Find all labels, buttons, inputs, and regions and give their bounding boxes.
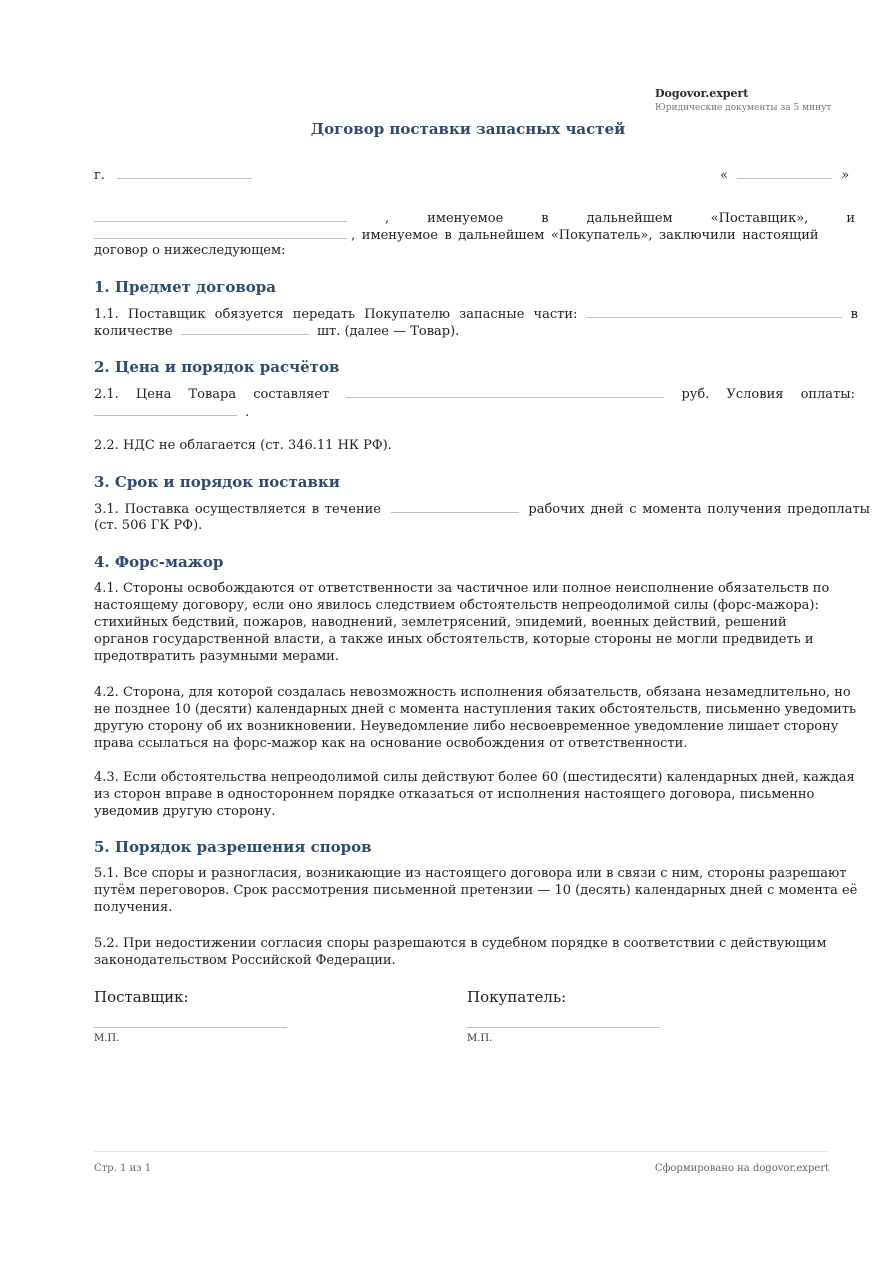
clause-word: запасные (459, 307, 525, 322)
clause-line: 4.2. Сторона, для которой создалась невозможность исполнения обязательств, обязана незамедлительно, но (94, 685, 851, 700)
date-line (720, 166, 849, 184)
clause-line: другую сторону об их возникновении. Неуведомление либо несвоевременное уведомление лишает сторону (94, 719, 839, 734)
buyer-signature-label: Покупатель: (467, 988, 567, 1006)
payment-terms-blank[interactable] (94, 403, 237, 416)
page-number: Стр. 1 из 1 (94, 1163, 152, 1174)
brand-name: Dogovor.expert (655, 87, 749, 100)
clause-1-1-line-2 (94, 322, 459, 340)
clause-text: . (245, 405, 250, 420)
date-quote-close: » (841, 168, 850, 183)
clause-text: количестве (94, 324, 173, 339)
clause-text: рабочих дней с момента получения предоплаты (528, 502, 870, 517)
section-1-heading: 1. Предмет договора (94, 278, 276, 296)
clause-line: законодательством Российской Федерации. (94, 953, 396, 968)
clause-4-1 (94, 580, 870, 665)
clause-line: 5.2. При недостижении согласия споры разрешаются в судебном порядке в соответствии с действующим (94, 936, 827, 951)
clause-line: 5.1. Все споры и разногласия, возникающие из настоящего договора или в связи с ним, стороны разрешают (94, 866, 847, 881)
clause-2-2: 2.2. НДС не облагается (ст. 346.11 НК РФ). (94, 438, 392, 453)
delivery-days-blank[interactable] (391, 500, 519, 513)
brand-block (655, 88, 831, 113)
clause-1-1-line-1 (94, 305, 858, 323)
clause-line: не позднее 10 (десяти) календарных дней с момента наступления таких обстоятельств, письменно уведомить (94, 702, 857, 717)
clause-word: составляет (253, 387, 330, 402)
clause-word: Цена (135, 387, 172, 402)
section-3-heading: 3. Срок и порядок поставки (94, 473, 340, 491)
clause-line: из сторон вправе в одностороннем порядке отказаться от исполнения настоящего договора, письменно (94, 787, 815, 802)
clause-line: стихийных бедствий, пожаров, наводнений, землетрясений, эпидемий, военных действий, решений (94, 615, 787, 630)
clause-2-1-line-1 (94, 385, 855, 403)
clause-2-1-line-2 (94, 403, 249, 421)
supplier-signature-label: Поставщик: (94, 988, 189, 1006)
clause-word: оплаты: (800, 387, 855, 402)
clause-word: Условия (726, 387, 784, 402)
supplier-signature-line[interactable] (94, 1027, 287, 1028)
preamble-word: дальнейшем (586, 211, 673, 226)
clause-line: 4.1. Стороны освобождаются от ответственности за частичное или полное неисполнение обязательств по (94, 581, 830, 596)
clause-line: права ссылаться на форс-мажор как на основание освобождения от ответственности. (94, 736, 688, 751)
city-blank[interactable] (117, 166, 252, 179)
date-quote-open: « (720, 168, 728, 183)
preamble-text-2: , именуемое в дальнейшем «Покупатель», заключили настоящий (351, 228, 819, 243)
date-blank[interactable] (737, 166, 832, 179)
preamble-word: в (541, 211, 549, 226)
clause-line: получения. (94, 900, 173, 915)
section-2-heading: 2. Цена и порядок расчётов (94, 358, 340, 376)
clause-word: Покупателю (364, 307, 451, 322)
section-5-heading: 5. Порядок разрешения споров (94, 838, 372, 856)
footer-generated: Сформировано на dogovor.expert (654, 1163, 829, 1174)
buyer-signature-line[interactable] (467, 1027, 660, 1028)
clause-word: 2.1. (94, 387, 119, 402)
spare-parts-blank[interactable] (587, 305, 842, 318)
clause-line: настоящему договору, если оно явилось следствием обстоятельств непреодолимой силы (форс-мажора): (94, 598, 819, 613)
quantity-blank[interactable] (181, 322, 309, 335)
buyer-name-blank[interactable] (94, 226, 347, 239)
clause-text: шт. (далее — Товар). (316, 324, 460, 339)
brand-tagline: Юридические документы за 5 минут (655, 103, 832, 113)
price-blank[interactable] (346, 385, 664, 398)
clause-word: 1.1. (94, 307, 119, 322)
clause-word: руб. (681, 387, 710, 402)
city-prefix: г. (94, 168, 105, 183)
clause-word: в (850, 307, 858, 322)
preamble-line-3: договор о нижеследующем: (94, 243, 286, 258)
footer-divider (94, 1151, 828, 1152)
clause-word: обязуется (214, 307, 284, 322)
preamble-word: «Поставщик», (710, 211, 809, 226)
clause-line: путём переговоров. Срок рассмотрения письменной претензии — 10 (десять) календарных дней с момента её (94, 883, 858, 898)
document-title: Договор поставки запасных частей (310, 120, 626, 138)
clause-5-1 (94, 865, 870, 916)
clause-4-3 (94, 769, 870, 820)
clause-line: предотвратить разумными мерами. (94, 649, 339, 664)
clause-word: части: (533, 307, 578, 322)
clause-line: 4.3. Если обстоятельства непреодолимой силы действуют более 60 (шестидесяти) календарных дней, каждая (94, 770, 855, 785)
clause-line: уведомив другую сторону. (94, 804, 276, 819)
clause-text: 3.1. Поставка осуществляется в течение (94, 502, 381, 517)
buyer-seal-label: М.П. (467, 1033, 493, 1044)
clause-4-2 (94, 684, 870, 752)
clause-word: передать (292, 307, 356, 322)
clause-word: Поставщик (127, 307, 206, 322)
clause-word: Товара (188, 387, 237, 402)
preamble-line-1 (94, 209, 855, 227)
preamble-comma: , (385, 211, 390, 226)
clause-3-1-line-2: (ст. 506 ГК РФ). (94, 518, 203, 533)
section-4-heading: 4. Форс-мажор (94, 553, 224, 571)
clause-5-2 (94, 935, 870, 969)
clause-line: органов государственной власти, а также иных обстоятельств, которые стороны не могли предвидеть и (94, 632, 814, 647)
preamble-word: именуемое (427, 211, 504, 226)
clause-3-1-line-1 (94, 500, 870, 518)
supplier-name-blank[interactable] (94, 209, 347, 222)
city-line (94, 166, 252, 184)
supplier-seal-label: М.П. (94, 1033, 120, 1044)
preamble-word: и (846, 211, 855, 226)
